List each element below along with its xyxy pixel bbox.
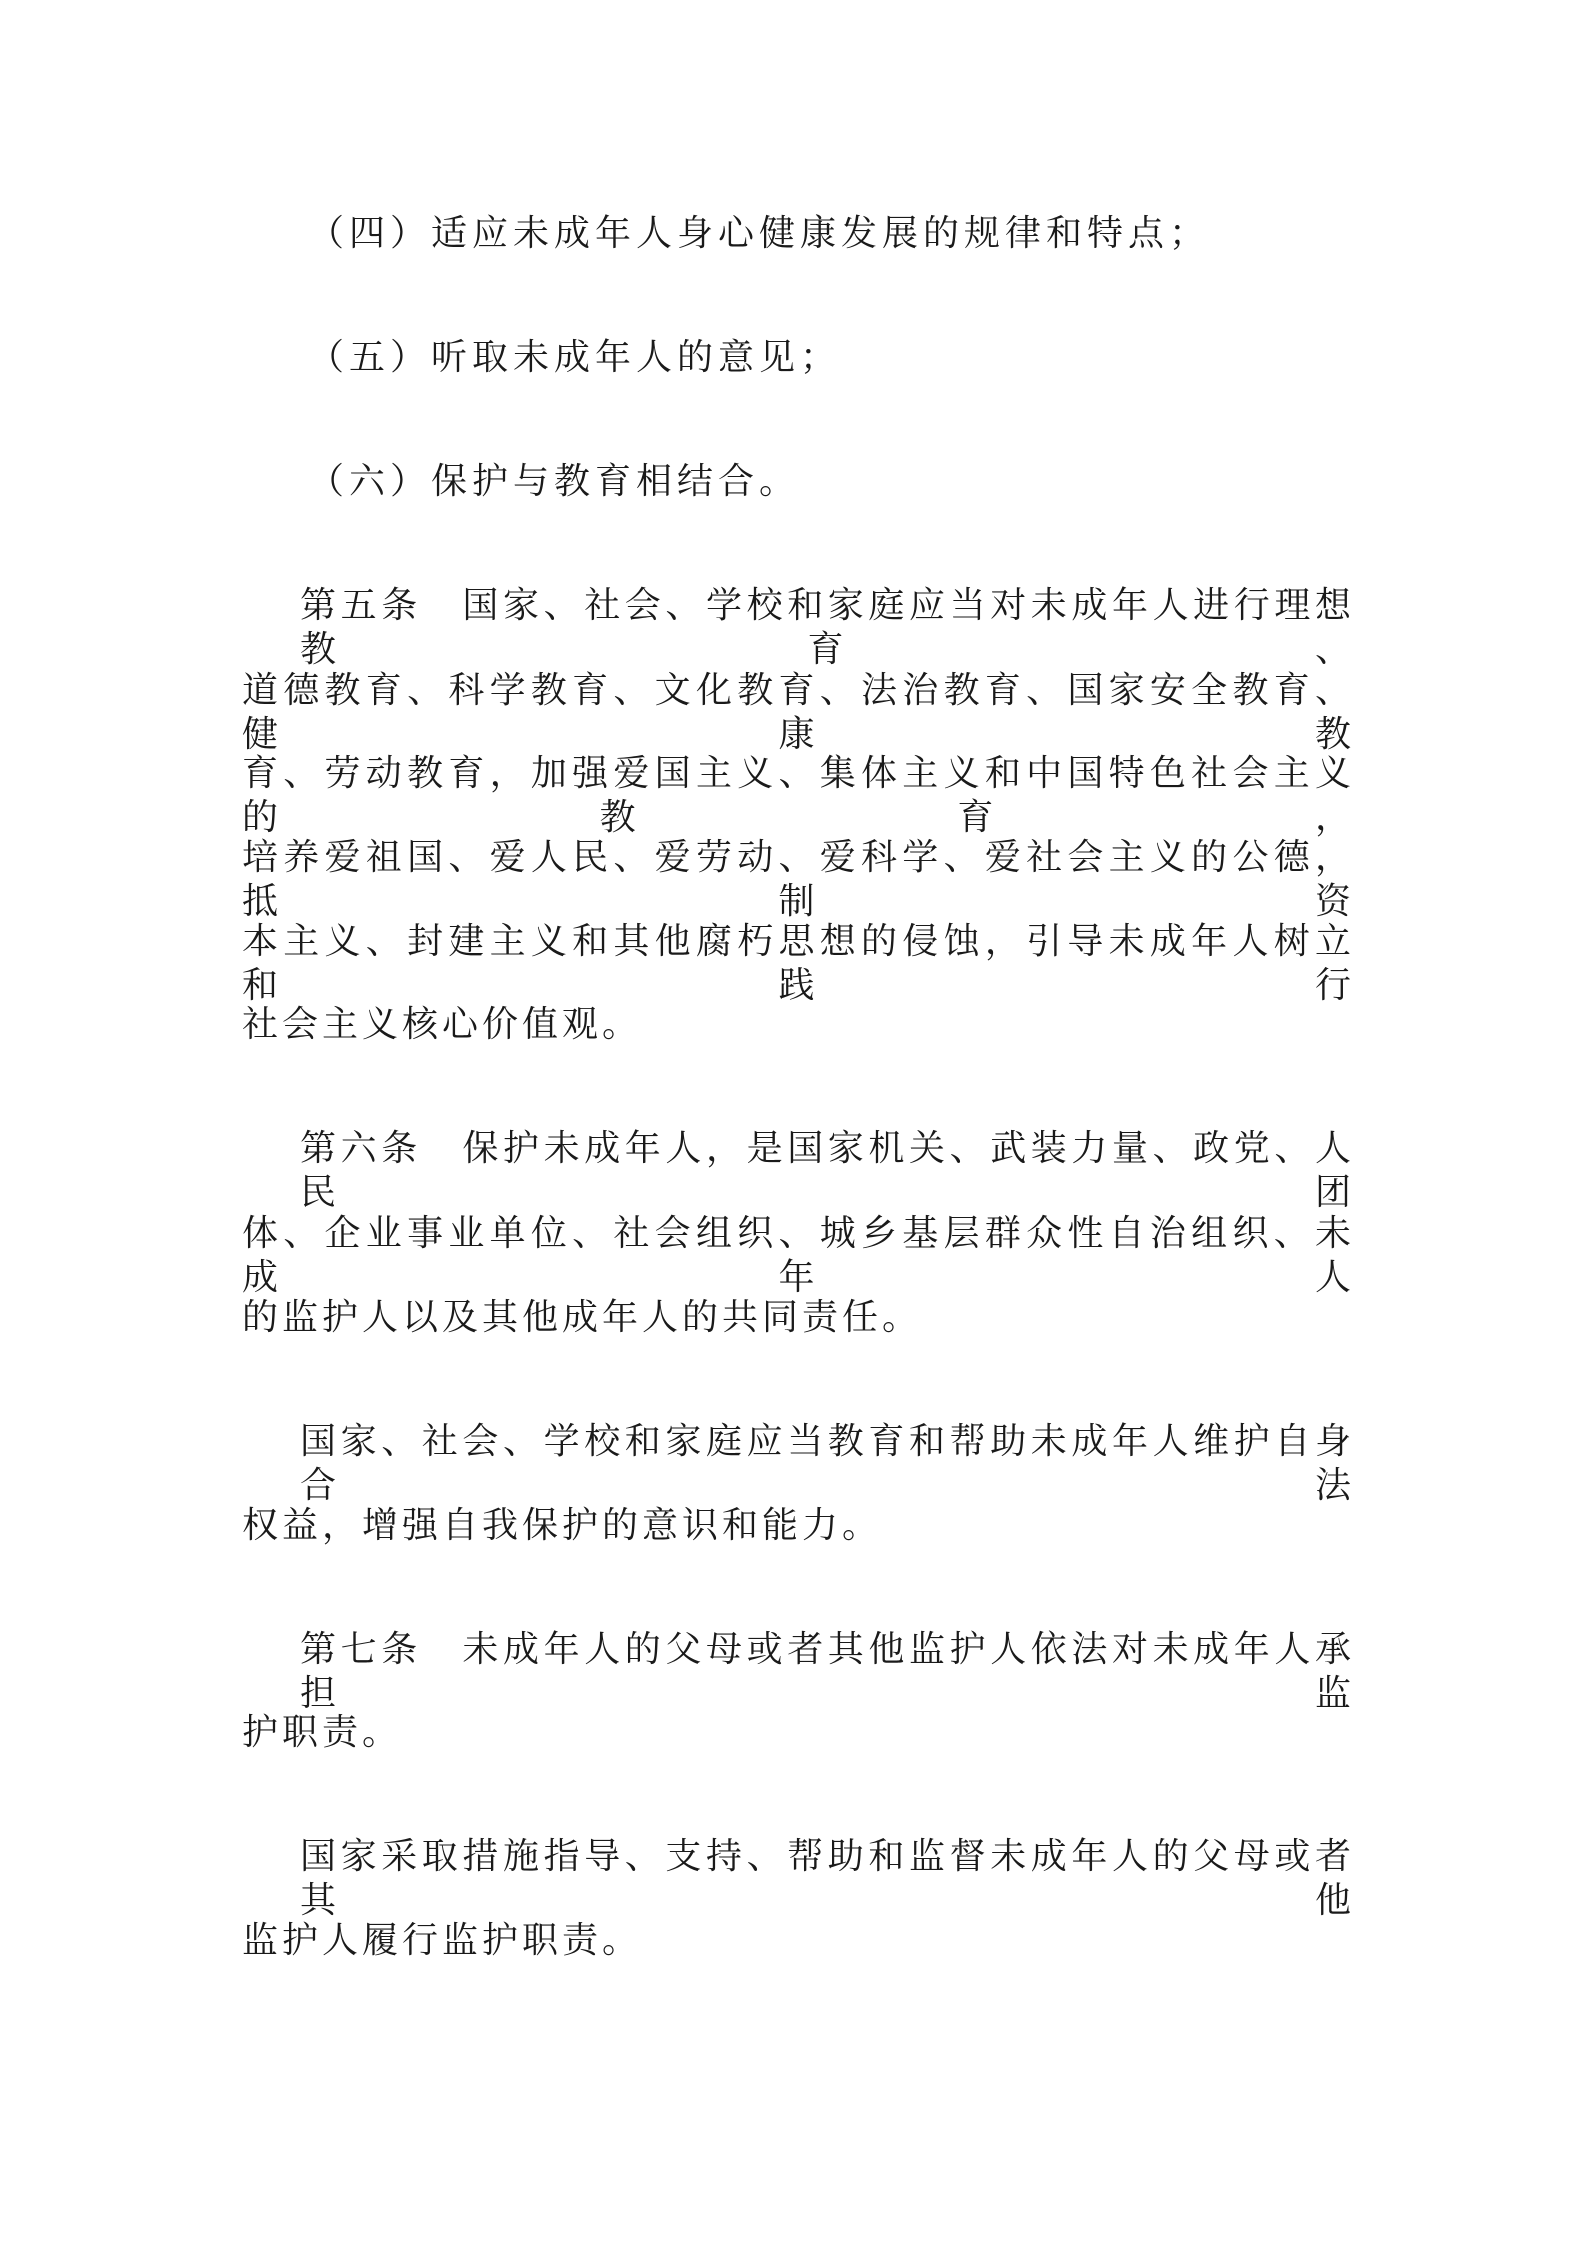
list-item-4: （四）适应未成年人身心健康发展的规律和特点； <box>308 213 1211 254</box>
article-6-line: 的监护人以及其他成年人的共同责任。 <box>242 1297 923 1338</box>
article-5-line: 本主义、封建主义和其他腐朽思想的侵蚀，引导未成年人树立和践行 <box>242 921 1355 1006</box>
article-5-line: 社会主义核心价值观。 <box>242 1004 643 1045</box>
article-7-paragraph-2-line: 监护人履行监护职责。 <box>242 1920 643 1961</box>
list-item-6: （六）保护与教育相结合。 <box>308 461 801 502</box>
article-5-line: 道德教育、科学教育、文化教育、法治教育、国家安全教育、健康教 <box>242 670 1355 755</box>
article-5-line: 育、劳动教育，加强爱国主义、集体主义和中国特色社会主义的教育， <box>242 753 1355 838</box>
article-6-line: 体、企业事业单位、社会组织、城乡基层群众性自治组织、未成年人 <box>242 1213 1355 1298</box>
article-6-line: 第六条 保护未成年人，是国家机关、武装力量、政党、人民团 <box>300 1128 1355 1213</box>
list-item-5: （五）听取未成年人的意见； <box>308 337 842 378</box>
article-6-paragraph-2-line: 国家、社会、学校和家庭应当教育和帮助未成年人维护自身合法 <box>300 1421 1355 1506</box>
article-7-paragraph-2-line: 国家采取措施指导、支持、帮助和监督未成年人的父母或者其他 <box>300 1836 1355 1921</box>
article-7-line: 护职责。 <box>242 1712 403 1753</box>
article-6-paragraph-2-line: 权益，增强自我保护的意识和能力。 <box>242 1505 883 1546</box>
article-5-line: 培养爱祖国、爱人民、爱劳动、爱科学、爱社会主义的公德，抵制资 <box>242 837 1355 922</box>
article-5-line: 第五条 国家、社会、学校和家庭应当对未成年人进行理想教育、 <box>300 585 1355 670</box>
article-7-line: 第七条 未成年人的父母或者其他监护人依法对未成年人承担监 <box>300 1629 1355 1714</box>
